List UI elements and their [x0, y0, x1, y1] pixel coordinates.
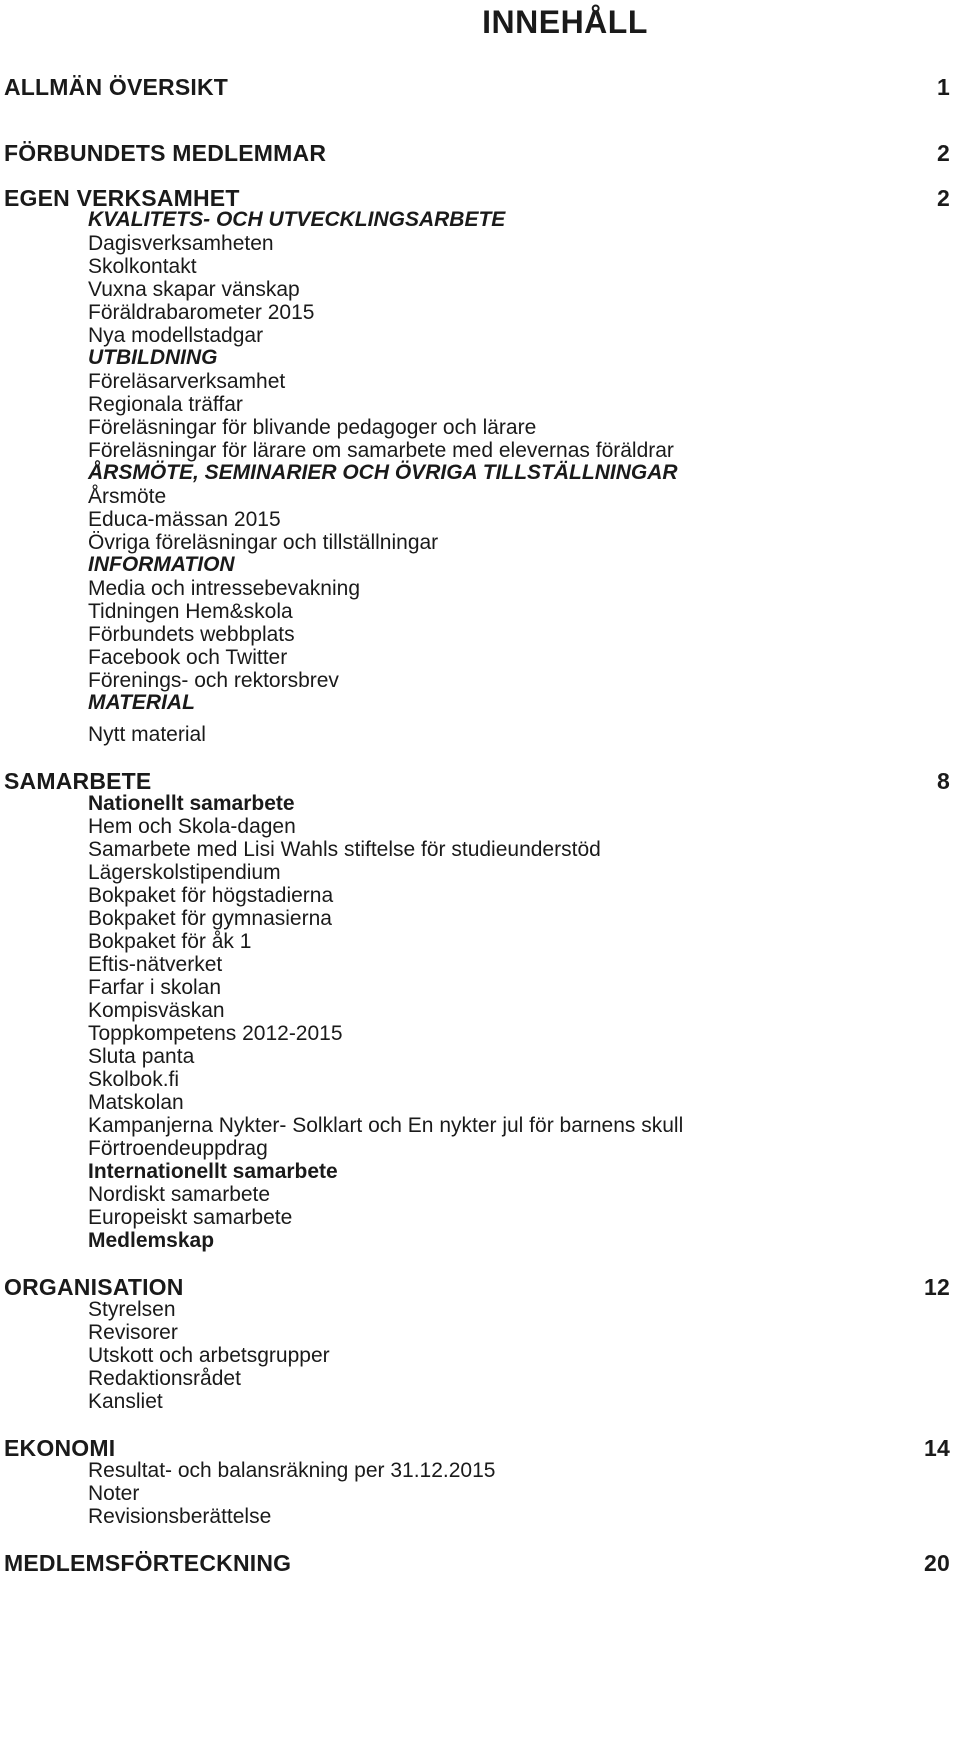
toc-item[interactable]: Noter: [88, 1482, 140, 1505]
toc-item[interactable]: Förenings- och rektorsbrev: [88, 669, 339, 692]
page-title: INNEHÅLL: [482, 4, 648, 40]
toc-entry-samarbete[interactable]: [4, 768, 950, 795]
toc-entry-label: ALLMÄN ÖVERSIKT: [4, 74, 229, 100]
toc-page-number: 20: [924, 1550, 950, 1576]
toc-entry-medlemsforteckning[interactable]: [4, 1550, 950, 1577]
toc-item[interactable]: Föreläsningar för lärare om samarbete med elevernas föräldrar: [88, 439, 674, 462]
toc-item[interactable]: Resultat- och balansräkning per 31.12.2015: [88, 1459, 496, 1482]
toc-entry-allman-oversikt[interactable]: [4, 74, 950, 101]
toc-item[interactable]: Nytt material: [88, 723, 206, 746]
toc-item[interactable]: Årsmöte: [88, 485, 167, 508]
toc-item[interactable]: Facebook och Twitter: [88, 646, 288, 669]
toc-item[interactable]: Förbundets webbplats: [88, 623, 295, 646]
toc-item[interactable]: Matskolan: [88, 1091, 184, 1114]
toc-item[interactable]: Revisionsberättelse: [88, 1505, 272, 1528]
toc-item[interactable]: Skolbok.fi: [88, 1068, 180, 1091]
toc-subheading-kvalitet[interactable]: KVALITETS- OCH UTVECKLINGSARBETE: [88, 208, 506, 231]
toc-page-number: 2: [937, 140, 950, 166]
toc-item[interactable]: Vuxna skapar vänskap: [88, 278, 300, 301]
toc-entry-organisation[interactable]: [4, 1274, 950, 1301]
toc-item[interactable]: Hem och Skola-dagen: [88, 815, 296, 838]
toc-entry-ekonomi[interactable]: [4, 1435, 950, 1462]
toc-item[interactable]: Samarbete med Lisi Wahls stiftelse för studieunderstöd: [88, 838, 601, 861]
toc-item[interactable]: Sluta panta: [88, 1045, 195, 1068]
toc-item[interactable]: Kansliet: [88, 1390, 163, 1413]
toc-subheading-utbildning[interactable]: UTBILDNING: [88, 346, 218, 369]
toc-subheading-internationellt[interactable]: Internationellt samarbete: [88, 1160, 338, 1183]
toc-item[interactable]: Media och intressebevakning: [88, 577, 360, 600]
toc-subheading-arsmote[interactable]: ÅRSMÖTE, SEMINARIER OCH ÖVRIGA TILLSTÄLLNINGAR: [88, 461, 678, 484]
toc-item[interactable]: Nordiskt samarbete: [88, 1183, 271, 1206]
toc-item[interactable]: Övriga föreläsningar och tillställningar: [88, 531, 439, 554]
toc-item[interactable]: Farfar i skolan: [88, 976, 222, 999]
toc-entry-label: EGEN VERKSAMHET: [4, 185, 240, 211]
toc-item[interactable]: Utskott och arbetsgrupper: [88, 1344, 330, 1367]
toc-item[interactable]: Föräldrabarometer 2015: [88, 301, 315, 324]
toc-subheading-information[interactable]: INFORMATION: [88, 553, 235, 576]
toc-item[interactable]: Regionala träffar: [88, 393, 243, 416]
toc-item[interactable]: Föreläsarverksamhet: [88, 370, 286, 393]
toc-page-number: 14: [924, 1435, 950, 1461]
toc-item[interactable]: Föreläsningar för blivande pedagoger och lärare: [88, 416, 537, 439]
toc-subheading-medlemskap[interactable]: Medlemskap: [88, 1229, 215, 1252]
toc-item[interactable]: Skolkontakt: [88, 255, 197, 278]
toc-item[interactable]: Tidningen Hem&skola: [88, 600, 293, 623]
toc-subheading-material[interactable]: MATERIAL: [88, 691, 195, 714]
toc-item[interactable]: Styrelsen: [88, 1298, 176, 1321]
toc-item[interactable]: Kompisväskan: [88, 999, 225, 1022]
toc-item[interactable]: Eftis-nätverket: [88, 953, 223, 976]
toc-item[interactable]: Förtroendeuppdrag: [88, 1137, 268, 1160]
toc-item[interactable]: Revisorer: [88, 1321, 178, 1344]
toc-entry-label: ORGANISATION: [4, 1274, 184, 1300]
toc-entry-label: EKONOMI: [4, 1435, 116, 1461]
toc-page-number: 12: [924, 1274, 950, 1300]
toc-item[interactable]: Dagisverksamheten: [88, 232, 274, 255]
toc-item[interactable]: Kampanjerna Nykter- Solklart och En nykter jul för barnens skull: [88, 1114, 684, 1137]
toc-page-number: 8: [937, 768, 950, 794]
toc-item[interactable]: Europeiskt samarbete: [88, 1206, 293, 1229]
toc-subheading-nationellt[interactable]: Nationellt samarbete: [88, 792, 295, 815]
toc-entry-forbundets-medlemmar[interactable]: [4, 140, 950, 167]
toc-page-number: 2: [937, 185, 950, 211]
toc-item[interactable]: Bokpaket för gymnasierna: [88, 907, 332, 930]
toc-item[interactable]: Bokpaket för högstadierna: [88, 884, 334, 907]
toc-item[interactable]: Redaktionsrådet: [88, 1367, 241, 1390]
toc-item[interactable]: Nya modellstadgar: [88, 324, 264, 347]
toc-entry-label: FÖRBUNDETS MEDLEMMAR: [4, 140, 327, 166]
toc-item[interactable]: Educa-mässan 2015: [88, 508, 281, 531]
toc-entry-label: MEDLEMSFÖRTECKNING: [4, 1550, 292, 1576]
toc-entry-label: SAMARBETE: [4, 768, 152, 794]
toc-item[interactable]: Lägerskolstipendium: [88, 861, 281, 884]
toc-item[interactable]: Bokpaket för åk 1: [88, 930, 252, 953]
toc-item[interactable]: Toppkompetens 2012-2015: [88, 1022, 343, 1045]
toc-page-number: 1: [937, 74, 950, 100]
